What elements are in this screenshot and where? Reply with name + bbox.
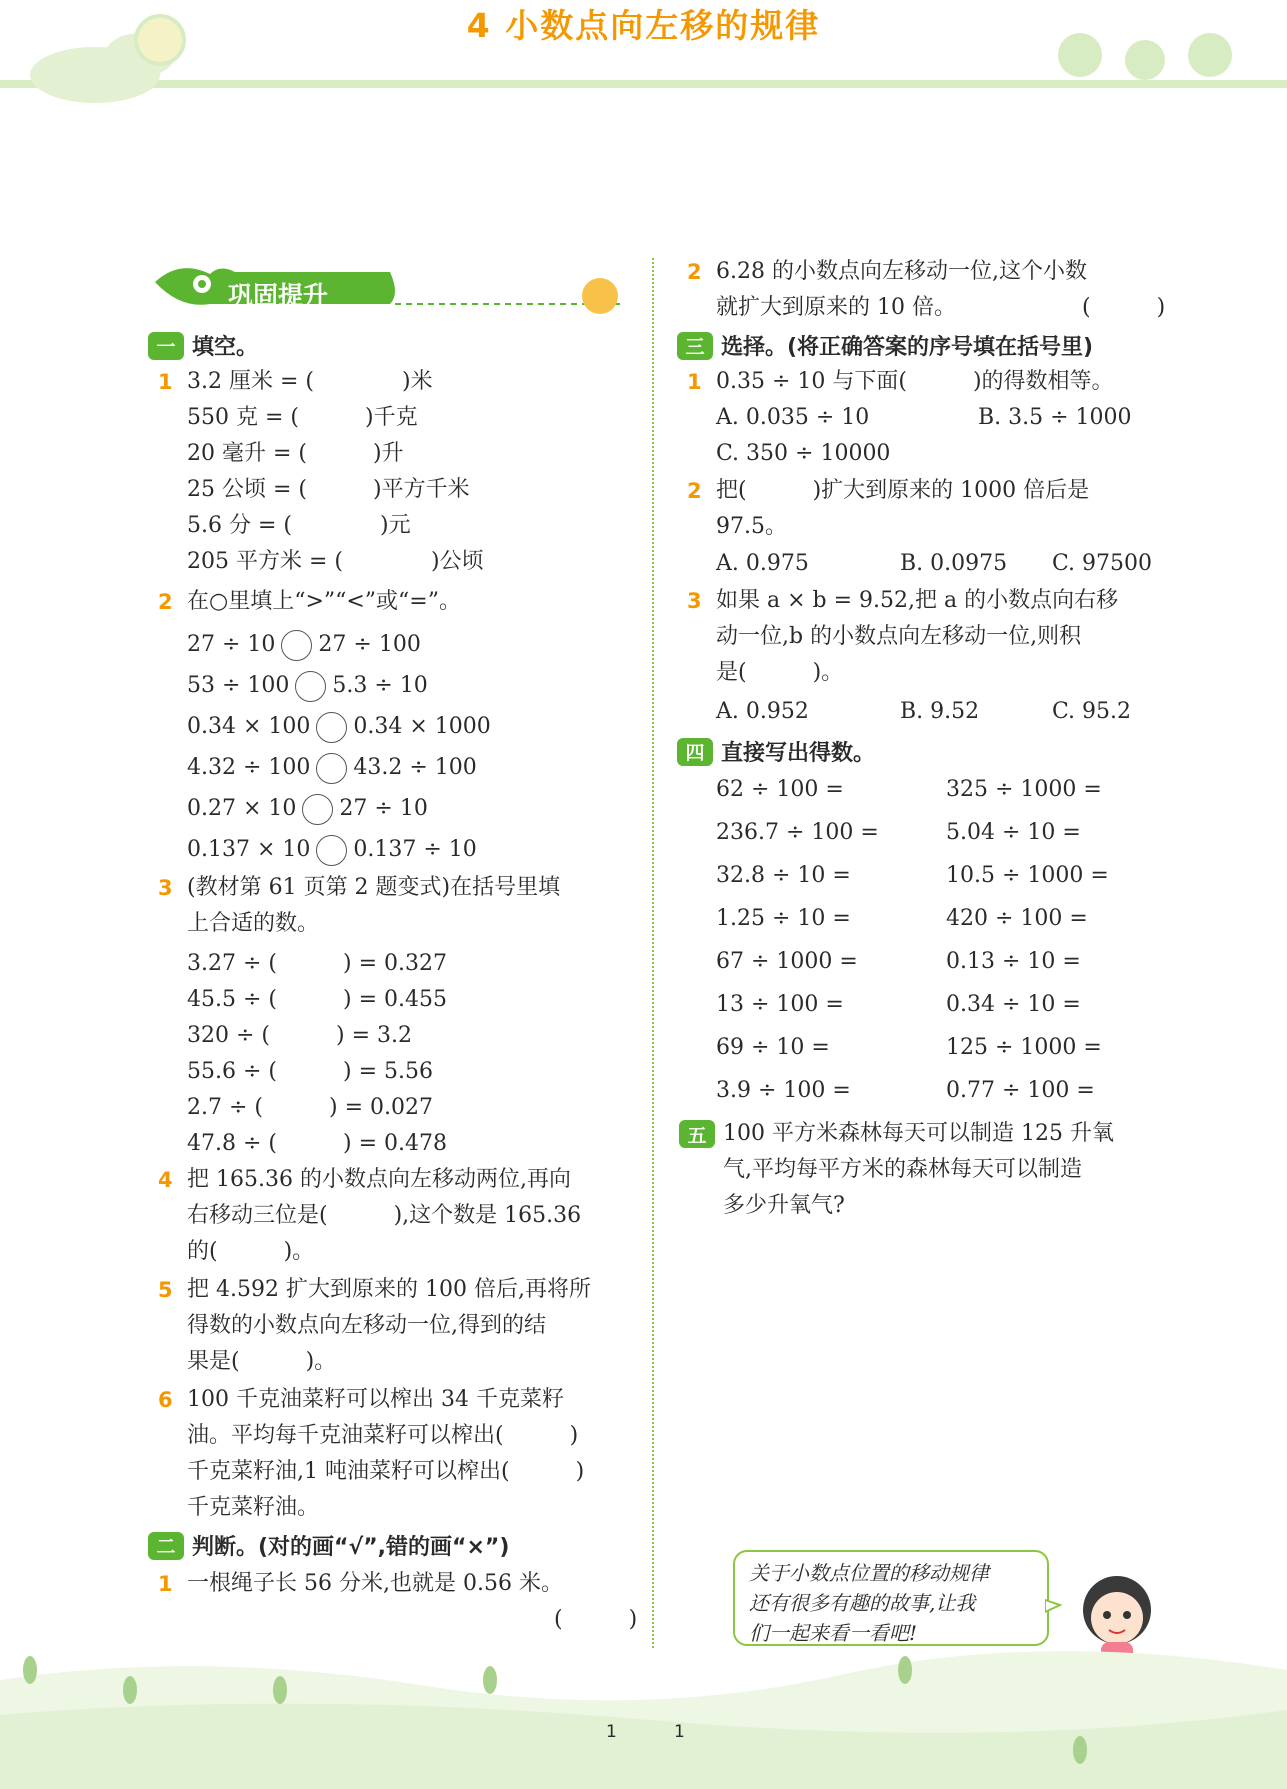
section-header-choice	[677, 330, 1093, 361]
compare-circle-input[interactable]	[316, 712, 347, 743]
section-badge: 三	[677, 332, 713, 360]
section-label: 填空。	[192, 335, 259, 360]
calc-item: 32.8 ÷ 10 =	[716, 863, 851, 888]
section-label: 直接写出得数。	[721, 741, 876, 766]
question-text: 100 千克油菜籽可以榨出 34 千克菜籽	[187, 1387, 564, 1412]
option: C. 97500	[1052, 551, 1153, 576]
question-number: 6	[158, 1388, 173, 1412]
question-number: 3	[687, 589, 702, 613]
question-number: 2	[687, 479, 702, 503]
section-header-judge	[148, 1530, 509, 1561]
calc-item: 0.34 ÷ 10 =	[946, 992, 1081, 1017]
calc-item: 10.5 ÷ 1000 =	[946, 863, 1109, 888]
option: A. 0.035 ÷ 10	[716, 405, 870, 430]
tip-bubble: 关于小数点位置的移动规律 还有很多有趣的故事,让我 们一起来看一看吧!	[733, 1550, 1049, 1646]
answer-bracket[interactable]: ( )	[1082, 295, 1166, 320]
question-text: 千克菜籽油。	[187, 1495, 320, 1520]
section-badge: 四	[677, 738, 713, 766]
fill-item: 2.7 ÷ ( ) = 0.027	[187, 1095, 433, 1120]
calc-item: 325 ÷ 1000 =	[946, 777, 1102, 802]
question-number: 1	[158, 1572, 173, 1596]
question-text: 就扩大到原来的 10 倍。	[716, 295, 956, 320]
banner-label: 巩固提升	[228, 281, 329, 310]
compare-row: 27 ÷ 10 27 ÷ 100	[187, 624, 491, 665]
question-text: 动一位,b 的小数点向左移动一位,则积	[716, 624, 1082, 649]
section-badge: 一	[148, 332, 184, 360]
question-number: 5	[158, 1278, 173, 1302]
option: A. 0.975	[716, 551, 809, 576]
page-number: 1	[606, 1722, 617, 1742]
question-number: 1	[687, 370, 702, 394]
question-text: 油。平均每千克油菜籽可以榨出( )	[187, 1423, 579, 1448]
section-header-calc	[677, 736, 875, 767]
calc-item: 0.13 ÷ 10 =	[946, 949, 1081, 974]
question-number: 1	[158, 370, 173, 394]
question-text: 如果 a × b = 9.52,把 a 的小数点向右移	[716, 588, 1119, 613]
fill-item: 47.8 ÷ ( ) = 0.478	[187, 1131, 447, 1156]
compare-row: 0.27 × 10 27 ÷ 10	[187, 788, 491, 829]
calc-item: 1.25 ÷ 10 =	[716, 906, 851, 931]
question-text: 6.28 的小数点向左移动一位,这个小数	[716, 259, 1087, 284]
page-title: 4 小数点向左移的规律	[466, 6, 821, 45]
question-number: 2	[158, 590, 173, 614]
compare-row: 4.32 ÷ 100 43.2 ÷ 100	[187, 747, 491, 788]
calc-item: 69 ÷ 10 =	[716, 1035, 830, 1060]
question-text: 把( )扩大到原来的 1000 倍后是	[716, 478, 1090, 503]
fill-item: 20 毫升 = ( )升	[187, 441, 404, 466]
calc-item: 420 ÷ 100 =	[946, 906, 1088, 931]
calc-item: 67 ÷ 1000 =	[716, 949, 858, 974]
compare-circle-input[interactable]	[281, 630, 312, 661]
option: B. 3.5 ÷ 1000	[978, 405, 1132, 430]
question-text: 是( )。	[716, 660, 844, 685]
calc-item: 125 ÷ 1000 =	[946, 1035, 1102, 1060]
fill-item: 205 平方米 = ( )公顷	[187, 549, 484, 574]
fill-item: 55.6 ÷ ( ) = 5.56	[187, 1059, 433, 1084]
fill-item: 3.2 厘米 = ( )米	[187, 369, 433, 394]
question-text: 100 平方米森林每天可以制造 125 升氧	[723, 1121, 1114, 1146]
fill-item: 320 ÷ ( ) = 3.2	[187, 1023, 412, 1048]
fill-item: 45.5 ÷ ( ) = 0.455	[187, 987, 447, 1012]
section-badge: 五	[679, 1120, 715, 1148]
question-text: 97.5。	[716, 514, 787, 539]
compare-circle-input[interactable]	[302, 794, 333, 825]
calc-item: 13 ÷ 100 =	[716, 992, 844, 1017]
footer-hills	[0, 1640, 1287, 1789]
fill-item: 25 公顷 = ( )平方千米	[187, 477, 470, 502]
option: B. 9.52	[900, 699, 980, 724]
option: C. 350 ÷ 10000	[716, 441, 891, 466]
compare-intro: 在○里填上“>”“<”或“=”。	[187, 589, 461, 614]
option: B. 0.0975	[900, 551, 1008, 576]
question-text: 千克菜籽油,1 吨油菜籽可以榨出( )	[187, 1459, 585, 1484]
header-decoration	[0, 0, 1287, 110]
question-number: 3	[158, 876, 173, 900]
compare-row: 53 ÷ 100 5.3 ÷ 10	[187, 665, 491, 706]
calc-item: 0.77 ÷ 100 =	[946, 1078, 1095, 1103]
question-text: 得数的小数点向左移动一位,得到的结	[187, 1313, 546, 1338]
banner-graphic	[150, 254, 630, 316]
question-text: 的( )。	[187, 1239, 315, 1264]
question-text: 气,平均每平方米的森林每天可以制造	[723, 1157, 1082, 1182]
fill-item: 550 克 = ( )千克	[187, 405, 418, 430]
calc-item: 5.04 ÷ 10 =	[946, 820, 1081, 845]
column-divider	[652, 258, 654, 1648]
section-label: 选择。(将正确答案的序号填在括号里)	[721, 335, 1094, 360]
option: A. 0.952	[716, 699, 809, 724]
question-number: 2	[687, 260, 702, 284]
section-header-fill	[148, 330, 258, 361]
question-text: 把 165.36 的小数点向左移动两位,再向	[187, 1167, 571, 1192]
compare-circle-input[interactable]	[316, 835, 347, 866]
question-text: 果是( )。	[187, 1349, 337, 1374]
answer-bracket[interactable]: ( )	[554, 1607, 638, 1632]
question-text: 把 4.592 扩大到原来的 100 倍后,再将所	[187, 1277, 591, 1302]
calc-item: 3.9 ÷ 100 =	[716, 1078, 851, 1103]
option: C. 95.2	[1052, 699, 1132, 724]
question-text: 右移动三位是( ),这个数是 165.36	[187, 1203, 582, 1228]
compare-row: 0.34 × 100 0.34 × 1000	[187, 706, 491, 747]
section-label: 判断。(对的画“√”,错的画“×”)	[192, 1535, 510, 1560]
question-text: (教材第 61 页第 2 题变式)在括号里填	[187, 875, 561, 900]
question-text: 多少升氧气?	[723, 1193, 845, 1218]
section-badge: 二	[148, 1532, 184, 1560]
compare-circle-input[interactable]	[316, 753, 347, 784]
question-text: 0.35 ÷ 10 与下面( )的得数相等。	[716, 369, 1114, 394]
page-number: 1	[674, 1722, 685, 1742]
compare-circle-input[interactable]	[295, 671, 326, 702]
compare-row: 0.137 × 10 0.137 ÷ 10	[187, 829, 491, 870]
section-header-word-problem	[679, 1116, 1114, 1152]
fill-item: 3.27 ÷ ( ) = 0.327	[187, 951, 447, 976]
question-number: 4	[158, 1168, 173, 1192]
question-text: 上合适的数。	[187, 911, 320, 936]
calc-item: 62 ÷ 100 =	[716, 777, 844, 802]
question-text: 一根绳子长 56 分米,也就是 0.56 米。	[187, 1571, 563, 1596]
fill-item: 5.6 分 = ( )元	[187, 513, 411, 538]
calc-item: 236.7 ÷ 100 =	[716, 820, 879, 845]
